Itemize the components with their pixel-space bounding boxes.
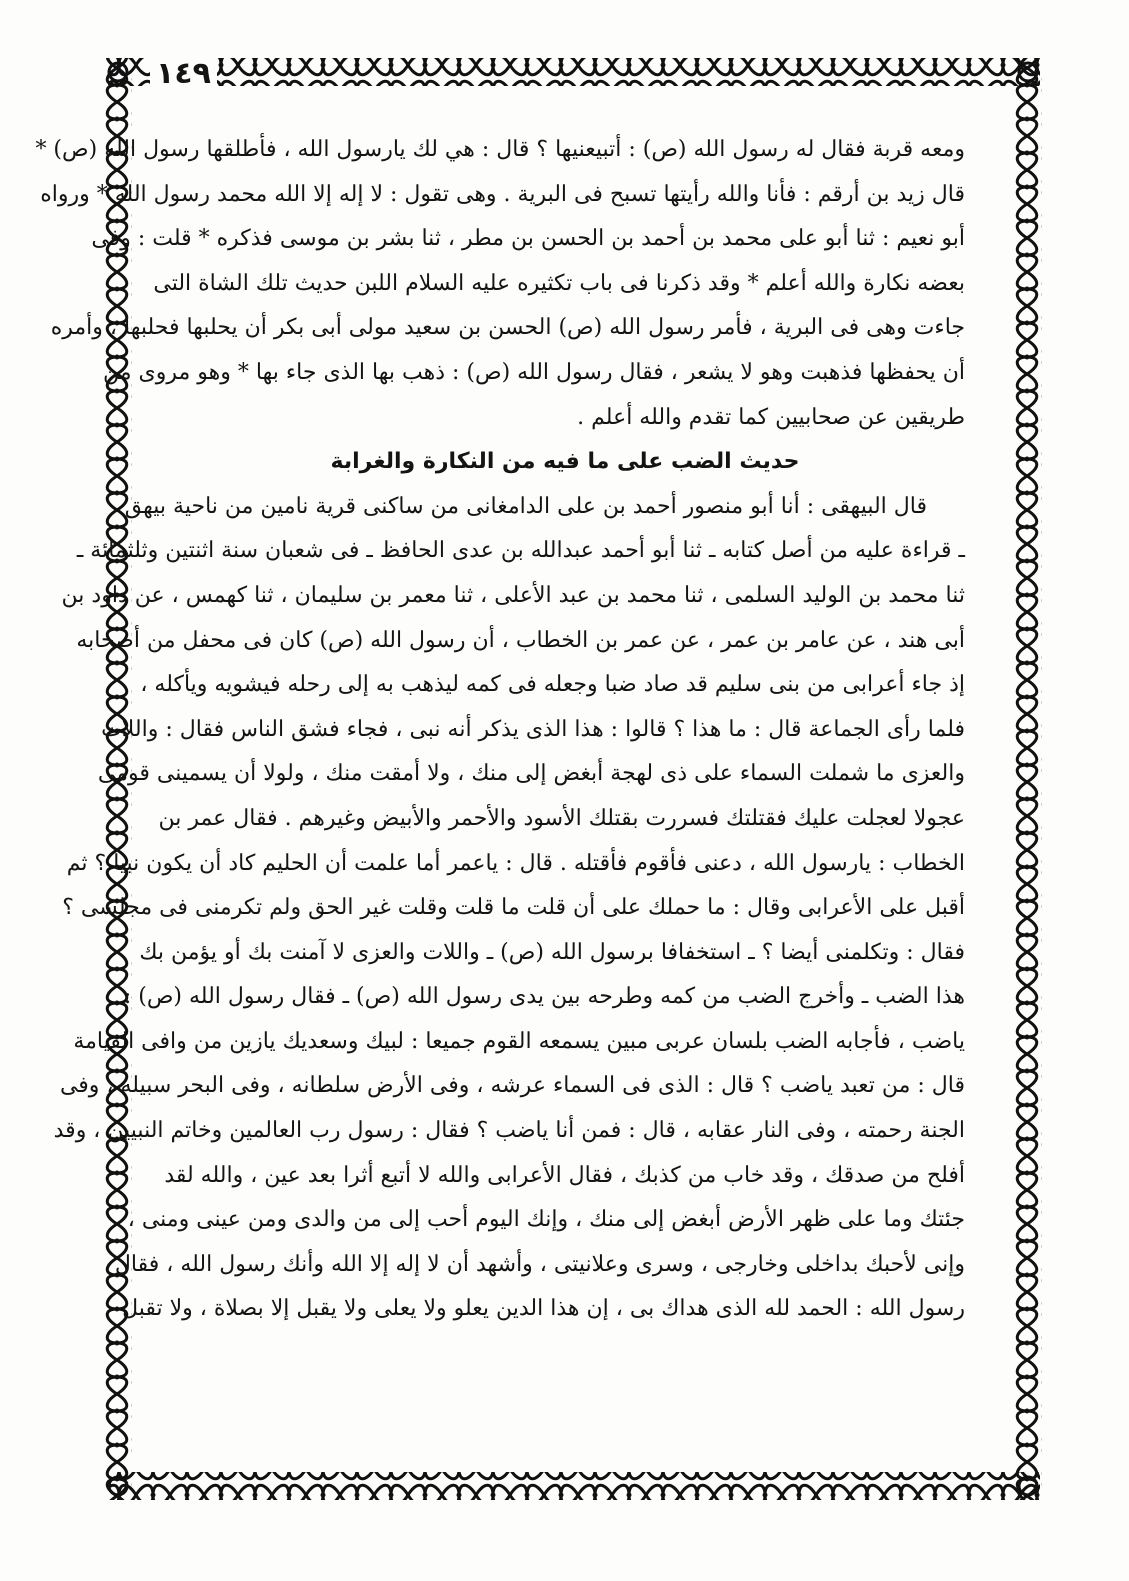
section-heading: حديث الضب على ما فيه من النكارة والغرابة [330, 449, 800, 475]
text-line: الجنة رحمته ، وفى النار عقابه ، قال : فمن أنا ياضب ؟ فقال : رسول رب العالمين وخاتم النبيين ، وقد [53, 1118, 965, 1144]
text-line: جاءت وهى فى البرية ، فأمر رسول الله (ص) الحسن بن سعيد مولى أبى بكر أن يحلبها فحلبها ، وأمره [50, 315, 965, 341]
text-line: فقال : وتكلمنى أيضا ؟ ـ استخفافا برسول الله (ص) ـ واللات والعزى لا آمنت بك أو يؤمن بك [139, 939, 965, 965]
text-line: ثنا محمد بن الوليد السلمى ، ثنا محمد بن عبد الأعلى ، ثنا معمر بن سليمان ، ثنا كهمس ، عن داود بن [61, 582, 965, 608]
text-line: أبو نعيم : ثنا أبو على محمد بن أحمد بن الحسن بن مطر ، ثنا بشر بن موسى فذكره * قلت : وفى [91, 226, 965, 252]
text-line: عجولا لعجلت عليك فقتلتك فسررت بقتلك الأسود والأحمر والأبيض وغيرهم . فقال عمر بن [158, 805, 965, 831]
text-line: أبى هند ، عن عامر بن عمر ، عن عمر بن الخطاب ، أن رسول الله (ص) كان فى محفل من أصحابه [76, 627, 965, 653]
text-line: قال البيهقى : أنا أبو منصور أحمد بن على الدامغانى من ساكنى قرية نامين من ناحية بيهق [124, 493, 927, 519]
page-number: ١٤٩ [150, 56, 217, 91]
text-line: طريقين عن صحابيين كما تقدم والله أعلم . [577, 404, 965, 430]
text-line: ـ قراءة عليه من أصل كتابه ـ ثنا أبو أحمد عبدالله بن عدى الحافظ ـ فى شعبان سنة اثنتين وثلثمائة ـ [76, 538, 965, 564]
paragraph-hadith [53, 485, 965, 1332]
border-right [1014, 58, 1042, 1500]
text-line: بعضه نكارة والله أعلم * وقد ذكرنا فى باب تكثيره عليه السلام اللبن حديث تلك الشاة التى [153, 270, 965, 296]
text-line: أفلح من صدقك ، وقد خاب من كذبك ، فقال الأعرابى والله لا أتبع أثرا بعد عين ، والله لقد [164, 1162, 965, 1188]
border-bottom [108, 1472, 1040, 1500]
text-line: الخطاب : يارسول الله ، دعنى فأقوم فأقتله . قال : ياعمر أما علمت أن الحليم كاد أن يكون نبيا ؟ ثم [66, 850, 965, 876]
text-line: وإنى لأحبك بداخلى وخارجى ، وسرى وعلانيتى ، وأشهد أن لا إله إلا الله وأنك رسول الله ، فقال [114, 1251, 965, 1277]
text-line: هذا الضب ـ وأخرج الضب من كمه وطرحه بين يدى رسول الله (ص) ـ فقال رسول الله (ص) : [123, 984, 965, 1010]
text-line: جئتك وما على ظهر الأرض أبغض إلى منك ، وإنك اليوم أحب إلى من والدى ومن عينى ومنى ، [127, 1207, 965, 1233]
page-body [35, 128, 965, 1458]
paragraph-continuation [35, 128, 965, 440]
text-line: ياضب ، فأجابه الضب بلسان عربى مبين يسمعه القوم جميعا : لبيك وسعديك يازين من وافى القيامة [73, 1028, 965, 1054]
text-line: ومعه قربة فقال له رسول الله (ص) : أتبيعنيها ؟ قال : هي لك يارسول الله ، فأطلقها رسول الله (ص) * [35, 137, 965, 162]
text-line: أقبل على الأعرابى وقال : ما حملك على أن قلت ما قلت وقلت غير الحق ولم تكرمنى فى مجلسى ؟ [62, 895, 965, 921]
text-line: فلما رأى الجماعة قال : ما هذا ؟ قالوا : هذا الذى يذكر أنه نبى ، فجاء فشق الناس فقال : واللات [101, 716, 965, 742]
text-line: رسول الله : الحمد لله الذى هداك بى ، إن هذا الدين يعلو ولا يعلى ولا يقبل إلا بصلاة ، ولا تقبل [122, 1296, 965, 1322]
text-line: أن يحفظها فذهبت وهو لا يشعر ، فقال رسول الله (ص) : ذهب بها الذى جاء بها * وهو مروى من [103, 359, 965, 385]
text-line: إذ جاء أعرابى من بنى سليم قد صاد ضبا وجعله فى كمه ليذهب به إلى رحله فيشويه ويأكله ، [140, 672, 965, 698]
text-line: قال زيد بن أرقم : فأنا والله رأيتها تسبح فى البرية . وهى تقول : لا إله إلا الله محمد رسول الله * ورواه [40, 181, 965, 207]
text-line: قال : من تعبد ياضب ؟ قال : الذى فى السماء عرشه ، وفى الأرض سلطانه ، وفى البحر سبيله ، وفى [59, 1073, 965, 1099]
text-line: والعزى ما شملت السماء على ذى لهجة أبغض إلى منك ، ولا أمقت منك ، ولولا أن يسمينى قومى [97, 761, 965, 787]
border-top [108, 58, 1040, 86]
